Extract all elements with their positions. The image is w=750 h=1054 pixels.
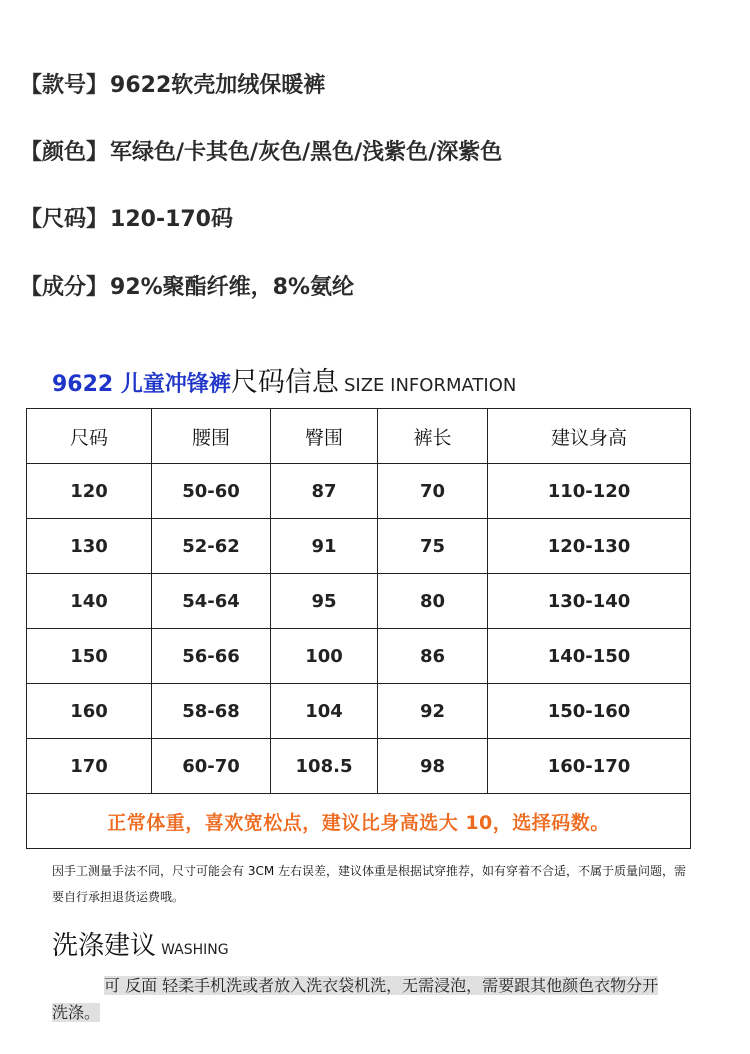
table-row [27,574,691,629]
cell-waist: 54-64 [152,574,271,629]
cell-waist: 50-60 [152,464,271,519]
cell-waist: 58-68 [152,684,271,739]
cell-length: 98 [378,739,488,794]
cell-length: 70 [378,464,488,519]
spec-value: 120-170码 [110,207,233,232]
cell-waist: 60-70 [152,739,271,794]
size-table-header-row [27,409,691,464]
table-row [27,629,691,684]
cell-size: 160 [27,684,152,739]
cell-height: 160-170 [488,739,691,794]
cell-size: 140 [27,574,152,629]
cell-size: 150 [27,629,152,684]
spec-style-number [20,68,325,99]
cell-length: 86 [378,629,488,684]
spec-label: 【款号】 [20,73,109,98]
size-note-row [27,794,691,849]
cell-hip: 108.5 [271,739,378,794]
spec-value: 军绿色/卡其色/灰色/黑色/浅紫色/深紫色 [110,140,503,165]
spec-value: 9622软壳加绒保暖裤 [110,73,326,98]
cell-length: 92 [378,684,488,739]
cell-size: 170 [27,739,152,794]
cell-waist: 52-62 [152,519,271,574]
cell-hip: 87 [271,464,378,519]
size-info-title [52,360,516,399]
cell-size: 130 [27,519,152,574]
table-row [27,464,691,519]
size-title-en: SIZE INFORMATION [343,375,517,396]
washing-instructions [52,972,672,1026]
spec-label: 【颜色】 [20,140,109,165]
measurement-disclaimer: 因手工测量手法不同，尺寸可能会有 3CM 左右误差，建议体重是根据试穿推荐，如有穿着不合适，不属于质量问题，需要自行承担退货运费哦。 [52,864,687,904]
header-length: 裤长 [378,409,488,464]
washing-title-en: WASHING [161,942,229,958]
spec-sizes [20,202,233,233]
cell-length: 75 [378,519,488,574]
cell-length: 80 [378,574,488,629]
size-table [26,408,691,849]
cell-height: 110-120 [488,464,691,519]
cell-hip: 91 [271,519,378,574]
header-size: 尺码 [27,409,152,464]
spec-label: 【尺码】 [20,207,109,232]
cell-hip: 95 [271,574,378,629]
spec-colors [20,135,502,166]
cell-waist: 56-66 [152,629,271,684]
washing-title-cn: 洗涤建议 [52,931,157,961]
table-row [27,519,691,574]
header-hip: 臀围 [271,409,378,464]
header-waist: 腰围 [152,409,271,464]
size-title-code: 9622 儿童冲锋裤 [52,372,231,397]
washing-title [52,925,229,962]
cell-hip: 104 [271,684,378,739]
header-height: 建议身高 [488,409,691,464]
cell-size: 120 [27,464,152,519]
size-title-cn: 尺码信息 [230,367,339,398]
washing-text: 可 反面 轻柔手机洗或者放入洗衣袋机洗，无需浸泡，需要跟其他颜色衣物分开洗涤。 [52,976,659,1022]
cell-height: 150-160 [488,684,691,739]
cell-height: 120-130 [488,519,691,574]
table-row [27,739,691,794]
table-row [27,684,691,739]
size-note: 正常体重，喜欢宽松点，建议比身高选大 10，选择码数。 [27,794,691,849]
cell-height: 130-140 [488,574,691,629]
spec-label: 【成分】 [20,275,109,300]
spec-value: 92%聚酯纤维，8%氨纶 [110,275,355,300]
cell-height: 140-150 [488,629,691,684]
cell-hip: 100 [271,629,378,684]
spec-material [20,270,354,301]
